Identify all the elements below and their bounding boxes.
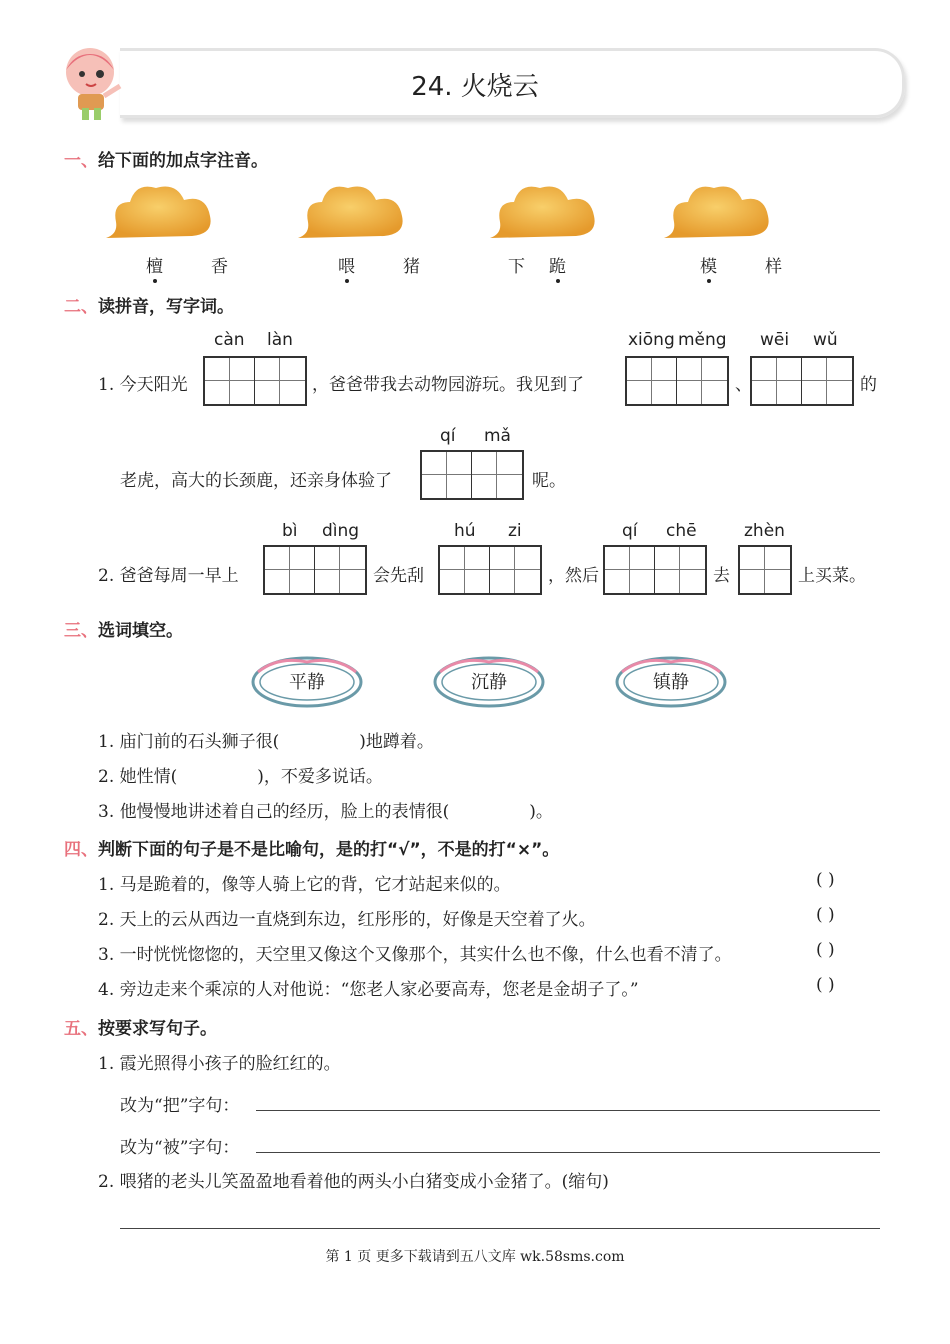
dotted-char: 檀 <box>146 252 163 277</box>
q5-2: 2. 喂猪的老头儿笑盈盈地看着他的两头小白猪变成小金猪了。(缩句) <box>98 1172 609 1192</box>
page-title: 24. 火烧云 <box>411 72 539 102</box>
word-option-1 <box>248 652 366 710</box>
section-number: 一、 <box>64 151 98 171</box>
dotted-char: 喂 <box>338 252 355 277</box>
section-text: 按要求写句子。 <box>98 1019 217 1039</box>
answer-paren[interactable]: ( ) <box>816 940 835 960</box>
pinyin: zhèn <box>744 521 785 541</box>
char: 样 <box>765 257 782 277</box>
section-5-heading <box>64 1014 217 1039</box>
q2-1-sep: 、 <box>735 375 752 395</box>
pinyin: dìng <box>322 521 360 541</box>
q3-2: 2. 她性情( )，不爱多说话。 <box>98 767 383 787</box>
section-text: 读拼音，写字词。 <box>98 297 234 317</box>
q3-1: 1. 庙门前的石头狮子很( )地蹲着。 <box>98 732 434 752</box>
q2-2-b: ，然后 <box>548 566 599 586</box>
pinyin: càn <box>214 330 245 350</box>
cloud-icon <box>294 180 424 244</box>
option-label: 沉静 <box>471 672 507 693</box>
q2-2-c: 去 <box>713 566 730 586</box>
pinyin: měng <box>678 330 727 350</box>
ba-label: 改为“把”字句： <box>120 1096 240 1116</box>
char-grid[interactable] <box>625 356 729 406</box>
char-grid[interactable] <box>263 545 367 595</box>
judge-item-4: 4. 旁边走来个乘凉的人对他说：“您老人家必要高寿，您老是金胡子了。” <box>98 980 639 1000</box>
cloud-icon <box>102 180 232 244</box>
page-footer: 第 1 页 更多下载请到五八文库 wk.58sms.com <box>325 1249 625 1265</box>
q2-2-a: 会先刮 <box>373 566 424 586</box>
option-label: 平静 <box>289 672 325 693</box>
pinyin: hú <box>454 521 476 541</box>
q2-1-line2: 老虎，高大的长颈鹿，还亲身体验了 <box>120 471 392 491</box>
pinyin: mǎ <box>484 426 511 446</box>
q2-2-end: 上买菜。 <box>798 566 866 586</box>
option-label: 镇静 <box>653 672 689 693</box>
answer-paren[interactable]: ( ) <box>816 870 835 890</box>
section-4-heading <box>64 835 559 860</box>
q2-2-prefix: 2. 爸爸每周一早上 <box>98 566 239 586</box>
section-2-heading <box>64 292 234 317</box>
pinyin: chē <box>666 521 697 541</box>
section-3-heading <box>64 616 183 641</box>
pinyin: làn <box>267 330 293 350</box>
section-number: 四、 <box>64 840 98 860</box>
pinyin: zi <box>508 521 522 541</box>
section-number: 三、 <box>64 621 98 641</box>
char-grid[interactable] <box>203 356 307 406</box>
char: 下 <box>508 257 525 277</box>
char-grid[interactable] <box>420 450 524 500</box>
cloud-icon <box>660 180 790 244</box>
q5-1: 1. 霞光照得小孩子的脸红红的。 <box>98 1054 341 1074</box>
q2-1-mid: ，爸爸带我去动物园游玩。我见到了 <box>312 375 584 395</box>
section-number: 五、 <box>64 1019 98 1039</box>
pinyin: bì <box>282 521 298 541</box>
q2-1-prefix: 1. 今天阳光 <box>98 375 188 395</box>
char-grid[interactable] <box>603 545 707 595</box>
word-4 <box>700 252 782 277</box>
pinyin: qí <box>440 426 456 446</box>
section-number: 二、 <box>64 297 98 317</box>
section-text: 判断下面的句子是不是比喻句，是的打“√”，不是的打“×”。 <box>98 840 560 860</box>
answer-paren[interactable]: ( ) <box>816 975 835 995</box>
section-1-heading <box>64 146 268 171</box>
word-option-2 <box>430 652 548 710</box>
char: 香 <box>211 257 228 277</box>
dotted-char: 模 <box>700 252 717 277</box>
answer-line[interactable] <box>256 1152 880 1153</box>
pinyin: wǔ <box>813 330 838 350</box>
answer-paren[interactable]: ( ) <box>816 905 835 925</box>
word-1 <box>146 252 228 277</box>
judge-item-3: 3. 一时恍恍惚惚的，天空里又像这个又像那个，其实什么也不像，什么也看不清了。 <box>98 945 732 965</box>
pinyin: wēi <box>760 330 790 350</box>
word-option-3 <box>612 652 730 710</box>
char-grid[interactable] <box>750 356 854 406</box>
bei-label: 改为“被”字句： <box>120 1138 240 1158</box>
judge-item-2: 2. 天上的云从西边一直烧到东边，红彤彤的，好像是天空着了火。 <box>98 910 596 930</box>
char-grid[interactable] <box>738 545 792 595</box>
section-text: 选词填空。 <box>98 621 183 641</box>
answer-line[interactable] <box>120 1228 880 1229</box>
dotted-char: 跪 <box>549 252 566 277</box>
section-text: 给下面的加点字注音。 <box>98 151 268 171</box>
cloud-icon <box>486 180 616 244</box>
q3-3: 3. 他慢慢地讲述着自己的经历，脸上的表情很( )。 <box>98 802 553 822</box>
char-grid[interactable] <box>438 545 542 595</box>
answer-line[interactable] <box>256 1110 880 1111</box>
judge-item-1: 1. 马是跪着的，像等人骑上它的背，它才站起来似的。 <box>98 875 511 895</box>
q2-1-end: 的 <box>860 375 877 395</box>
pinyin: qí <box>622 521 638 541</box>
pinyin: xiōng <box>628 330 675 350</box>
q2-1-line2-end: 呢。 <box>532 471 566 491</box>
char: 猪 <box>403 257 420 277</box>
word-3 <box>508 252 566 277</box>
word-2 <box>338 252 420 277</box>
